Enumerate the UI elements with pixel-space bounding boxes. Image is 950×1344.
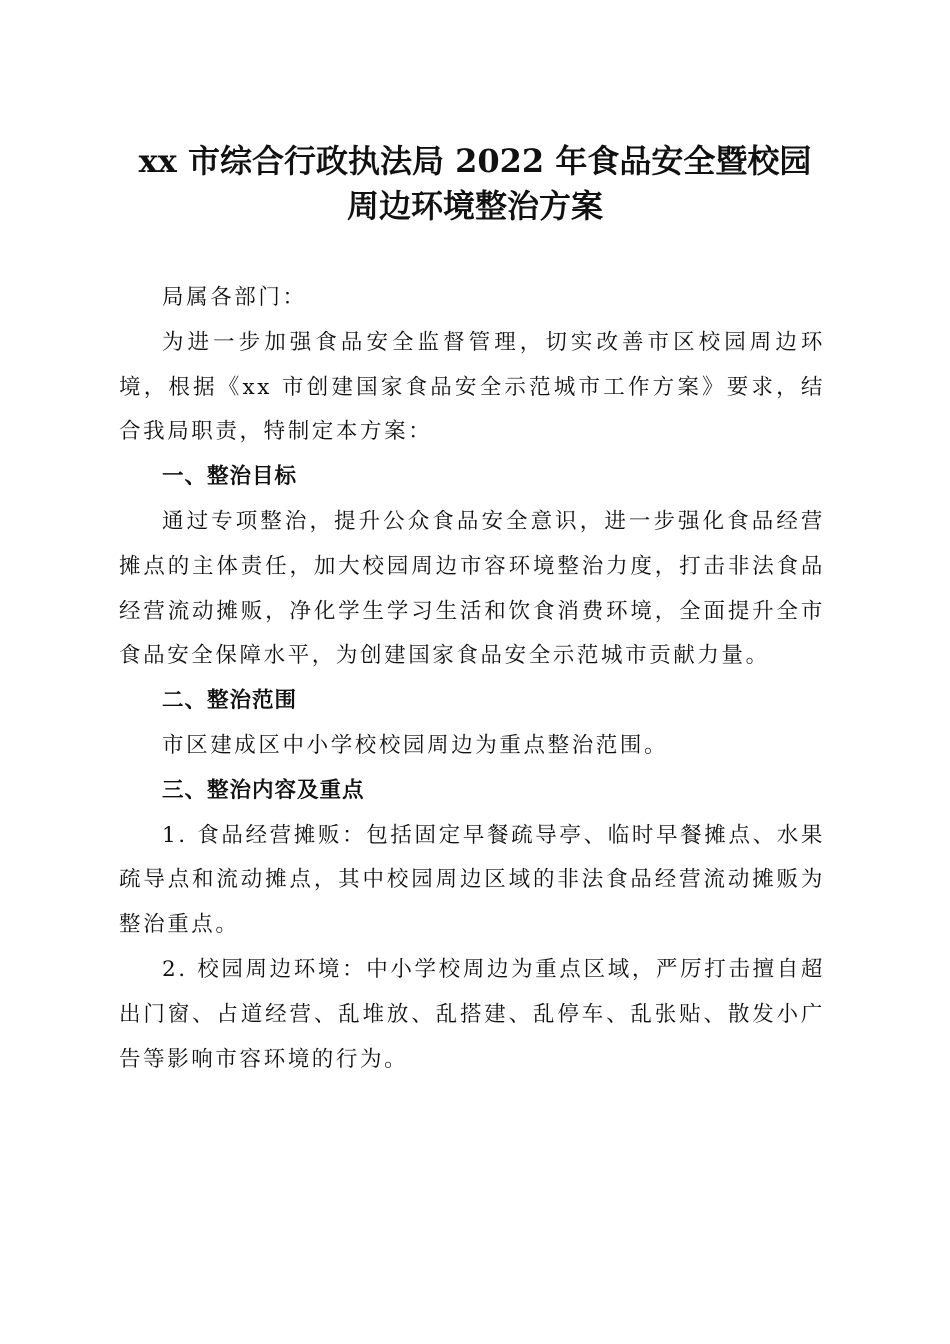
section-heading-content: 三、整治内容及重点 xyxy=(162,777,365,803)
salutation: 局属各部门： xyxy=(162,285,307,310)
document-title-line-2: 周边环境整治方案 xyxy=(346,187,603,225)
scope-paragraph: 市区建成区中小学校校园周边为重点整治范围。 xyxy=(162,732,669,758)
goals-paragraph: 通过专项整治，提升公众食品安全意识，进一步强化食品经营摊点的主体责任，加大校园周边市容环境整治力度，打击非法食品经营流动摊贩，净化学生学习生活和饮食消费环境，全面提升全市食品安全保障水平，为创建国家食品安全示范城市贡献力量。 xyxy=(119,508,825,669)
content-item-1: 1. 食品经营摊贩：包括固定早餐疏导亭、临时早餐摊点、水果疏导点和流动摊点，其中校园周边区域的非法食品经营流动摊贩为整治重点。 xyxy=(119,822,825,938)
intro-paragraph: 为进一步加强食品安全监督管理，切实改善市区校园周边环境，根据《xx 市创建国家食品安全示范城市工作方案》要求，结合我局职责，特制定本方案： xyxy=(119,329,825,445)
section-heading-goals: 一、整治目标 xyxy=(162,464,298,490)
content-item-2: 2. 校园周边环境：中小学校周边为重点区域，严厉打击擅自超出门窗、占道经营、乱堆放、乱搭建、乱停车、乱张贴、散发小广告等影响市容环境的行为。 xyxy=(119,956,825,1072)
document-title-line-1: xx 市综合行政执法局 2022 年食品安全暨校园 xyxy=(138,142,812,180)
section-heading-scope: 二、整治范围 xyxy=(162,688,298,714)
document-body xyxy=(119,276,825,1082)
